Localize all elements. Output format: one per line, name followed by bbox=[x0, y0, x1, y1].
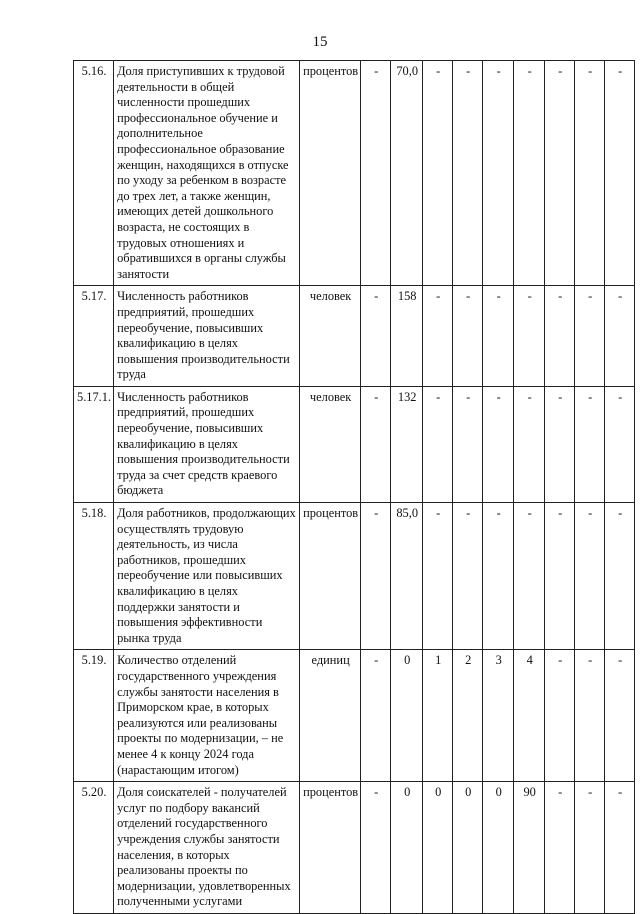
row-number: 5.17.1. bbox=[74, 386, 114, 502]
indicator-name: Доля работников, продолжающих осуществлять трудовую деятельность, из числа работников, прошедших переобучение или повысивших квалификацию в целях поддержки занятости и повышения эффективности рынка труда bbox=[114, 503, 300, 650]
value-cell: - bbox=[453, 503, 483, 650]
table-row bbox=[74, 286, 635, 387]
value-cell: - bbox=[423, 61, 453, 286]
value-cell: - bbox=[361, 286, 391, 387]
value-cell: - bbox=[423, 386, 453, 502]
value-cell: - bbox=[361, 503, 391, 650]
table-row bbox=[74, 650, 635, 782]
value-cell: 132 bbox=[391, 386, 423, 502]
value-cell: - bbox=[605, 503, 635, 650]
indicator-name: Численность работников предприятий, прошедших переобучение, повысивших квалификацию в целях повышения производительности труда bbox=[114, 286, 300, 387]
unit-cell: процентов bbox=[300, 782, 361, 914]
value-cell: - bbox=[361, 782, 391, 914]
value-cell: - bbox=[605, 782, 635, 914]
table-row bbox=[74, 386, 635, 502]
value-cell: 90 bbox=[514, 782, 545, 914]
value-cell: 70,0 bbox=[391, 61, 423, 286]
value-cell: - bbox=[575, 650, 605, 782]
value-cell: - bbox=[545, 503, 575, 650]
value-cell: - bbox=[514, 503, 545, 650]
value-cell: - bbox=[545, 782, 575, 914]
value-cell: - bbox=[514, 286, 545, 387]
unit-cell: процентов bbox=[300, 503, 361, 650]
unit-cell: процентов bbox=[300, 61, 361, 286]
value-cell: 0 bbox=[391, 782, 423, 914]
indicators-table bbox=[73, 60, 635, 914]
value-cell: - bbox=[545, 386, 575, 502]
value-cell: - bbox=[453, 286, 483, 387]
row-number: 5.20. bbox=[74, 782, 114, 914]
value-cell: 0 bbox=[453, 782, 483, 914]
page-number: 15 bbox=[312, 34, 328, 50]
value-cell: - bbox=[545, 61, 575, 286]
value-cell: - bbox=[453, 386, 483, 502]
unit-cell: человек bbox=[300, 286, 361, 387]
row-number: 5.16. bbox=[74, 61, 114, 286]
value-cell: 0 bbox=[391, 650, 423, 782]
value-cell: 4 bbox=[514, 650, 545, 782]
value-cell: - bbox=[575, 61, 605, 286]
value-cell: 0 bbox=[423, 782, 453, 914]
value-cell: - bbox=[483, 61, 514, 286]
value-cell: - bbox=[605, 650, 635, 782]
unit-cell: человек bbox=[300, 386, 361, 502]
value-cell: - bbox=[483, 503, 514, 650]
value-cell: - bbox=[423, 503, 453, 650]
value-cell: 2 bbox=[453, 650, 483, 782]
indicator-name: Доля приступивших к трудовой деятельности в общей численности прошедших профессиональное обучение и дополнительное профессиональное образование женщин, находящихся в отпуске по уходу за ребенком в возрасте до трех лет, а также женщин, имеющих детей дошкольного возраста, не состоящих в трудовых отношениях и обратившихся в органы службы занятости bbox=[114, 61, 300, 286]
value-cell: - bbox=[545, 650, 575, 782]
indicator-name: Численность работников предприятий, прошедших переобучение, повысивших квалификацию в целях повышения производительности труда за счет средств краевого бюджета bbox=[114, 386, 300, 502]
value-cell: - bbox=[575, 782, 605, 914]
value-cell: - bbox=[361, 386, 391, 502]
value-cell: - bbox=[545, 286, 575, 387]
value-cell: 1 bbox=[423, 650, 453, 782]
value-cell: - bbox=[453, 61, 483, 286]
table-row bbox=[74, 503, 635, 650]
row-number: 5.17. bbox=[74, 286, 114, 387]
value-cell: - bbox=[483, 286, 514, 387]
value-cell: - bbox=[361, 650, 391, 782]
value-cell: - bbox=[423, 286, 453, 387]
value-cell: - bbox=[514, 386, 545, 502]
value-cell: 158 bbox=[391, 286, 423, 387]
table-row bbox=[74, 61, 635, 286]
value-cell: 3 bbox=[483, 650, 514, 782]
value-cell: - bbox=[361, 61, 391, 286]
value-cell: 0 bbox=[483, 782, 514, 914]
value-cell: - bbox=[605, 386, 635, 502]
value-cell: - bbox=[575, 286, 605, 387]
value-cell: - bbox=[605, 286, 635, 387]
table-row bbox=[74, 782, 635, 914]
indicator-name: Количество отделений государственного учреждения службы занятости населения в Приморском крае, в которых реализуются или реализованы проекты по модернизации, – не менее 4 к концу 2024 года (нарастающим итогом) bbox=[114, 650, 300, 782]
row-number: 5.18. bbox=[74, 503, 114, 650]
value-cell: - bbox=[514, 61, 545, 286]
value-cell: 85,0 bbox=[391, 503, 423, 650]
value-cell: - bbox=[575, 386, 605, 502]
value-cell: - bbox=[575, 503, 605, 650]
unit-cell: единиц bbox=[300, 650, 361, 782]
value-cell: - bbox=[605, 61, 635, 286]
indicator-name: Доля соискателей - получателей услуг по подбору вакансий отделений государственного учреждения службы занятости населения, в которых реализованы проекты по модернизации, удовлетворенных полученными услугами bbox=[114, 782, 300, 914]
value-cell: - bbox=[483, 386, 514, 502]
row-number: 5.19. bbox=[74, 650, 114, 782]
